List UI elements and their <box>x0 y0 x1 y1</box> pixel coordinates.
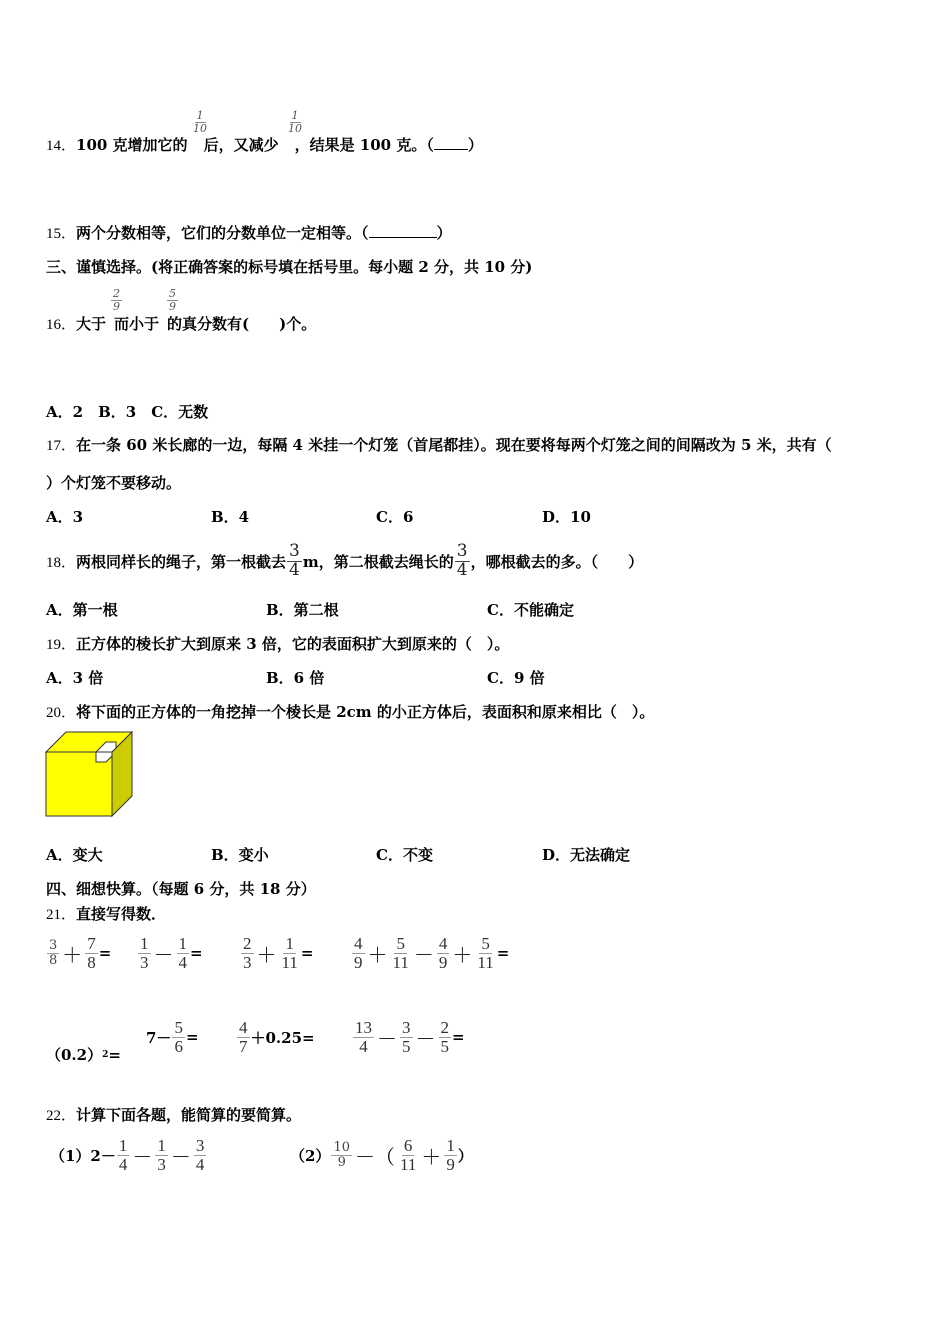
question-number: 14． <box>46 138 77 154</box>
question-15: 15．两个分数相等，它们的分数单位一定相等。（ ） <box>46 224 452 242</box>
option-b[interactable]: B．6 倍 <box>266 669 325 687</box>
fraction-three-quarters: $\frac{3}{4}$ <box>289 541 300 580</box>
question-20: 20．将下面的正方体的一角挖掉一个棱长是 2cm 的小正方体后，表面积和原来相比（ ）。 <box>46 703 655 721</box>
calc-r1-3: $\frac{2}{3}$ ＋ $\frac{1}{11}$ = <box>243 934 314 972</box>
option-c[interactable]: C．9 倍 <box>487 669 545 687</box>
fraction-one-tenth: $\frac{1}{10}$ <box>288 109 302 135</box>
fraction-one-tenth: $\frac{1}{10}$ <box>193 109 207 135</box>
question-17-line2: ）个灯笼不要移动。 <box>46 474 182 492</box>
calc-22-1: （1）2－ $\frac{1}{4}$ － $\frac{1}{3}$ － $\frac{3}{4}$ <box>50 1136 205 1174</box>
option-b[interactable]: B．第二根 <box>266 601 339 619</box>
calc-r1-1: $\frac{3}{8}$ ＋ $\frac{7}{8}$ = <box>49 934 112 972</box>
calc-r2-1: （0.2） 2 = <box>46 1045 121 1064</box>
fraction-three-quarters: $\frac{3}{4}$ <box>456 541 468 580</box>
question-17: 17．在一条 60 米长廊的一边，每隔 4 米挂一个灯笼（首尾都挂）。现在要将每两个灯笼之间的间隔改为 5 米，共有（ <box>46 436 832 454</box>
q16-options: A．2 B．3 C．无数 <box>46 403 209 421</box>
option-c[interactable]: C．6 <box>376 508 414 526</box>
option-b[interactable]: B．变小 <box>211 846 269 864</box>
answer-blank[interactable] <box>369 223 437 238</box>
calc-r2-4: $\frac{13}{4}$ － $\frac{3}{5}$ － $\frac{2}{5}$ = <box>355 1018 465 1056</box>
calc-r1-2: $\frac{1}{3}$ － $\frac{1}{4}$ = <box>140 934 203 972</box>
option-a[interactable]: A．3 倍 <box>46 669 104 687</box>
calc-22-2: （2） $\frac{10}{9}$ －（ $\frac{6}{11}$ ＋ $\frac{1}{9}$ ） <box>290 1136 473 1174</box>
calc-r2-2: 7－ $\frac{5}{6}$ = <box>146 1018 199 1056</box>
option-c[interactable]: C．不能确定 <box>487 601 574 619</box>
answer-blank[interactable] <box>434 135 468 150</box>
option-c[interactable]: C．不变 <box>376 846 433 864</box>
fraction-two-ninths: $\frac{2}{9}$ <box>113 287 120 313</box>
option-d[interactable]: D．无法确定 <box>542 846 631 864</box>
question-18: 18． 两根同样长的绳子，第一根截去 $\frac{3}{4}$ m，第二根截去绳长的 $\frac{3}{4}$ ，哪根截去的多。（ ） <box>46 541 644 580</box>
calc-r1-4: $\frac{4}{9}$ ＋ $\frac{5}{11}$ － $\frac{4}{9}$ ＋ $\frac{5}{11}$ = <box>354 934 510 972</box>
option-a[interactable]: A．第一根 <box>46 601 118 619</box>
option-a[interactable]: A．3 <box>46 508 84 526</box>
option-d[interactable]: D．10 <box>542 508 591 526</box>
question-22: 22．计算下面各题，能简算的要简算。 <box>46 1106 302 1124</box>
option-b[interactable]: B．4 <box>211 508 250 526</box>
question-number: 15． <box>46 226 77 242</box>
question-21: 21．直接写得数． <box>46 905 167 923</box>
option-a[interactable]: A．变大 <box>46 846 103 864</box>
cube-with-corner-removed-figure <box>44 730 136 820</box>
question-14: 14．100 克增加它的 后，又减少 ，结果是 100 克。（ ） <box>46 136 483 154</box>
calc-r2-3: $\frac{4}{7}$ ＋0.25= <box>239 1018 315 1056</box>
section-4-heading: 四、细想快算。（每题 6 分，共 18 分） <box>46 880 316 898</box>
section-3-heading: 三、谨慎选择。(将正确答案的标号填在括号里。每小题 2 分，共 10 分) <box>46 258 533 276</box>
fraction-five-ninths: $\frac{5}{9}$ <box>169 287 176 313</box>
question-16: 16．大于 而小于 的真分数有( )个。 <box>46 315 317 333</box>
question-19: 19．正方体的棱长扩大到原来 3 倍，它的表面积扩大到原来的（ ）。 <box>46 635 510 653</box>
